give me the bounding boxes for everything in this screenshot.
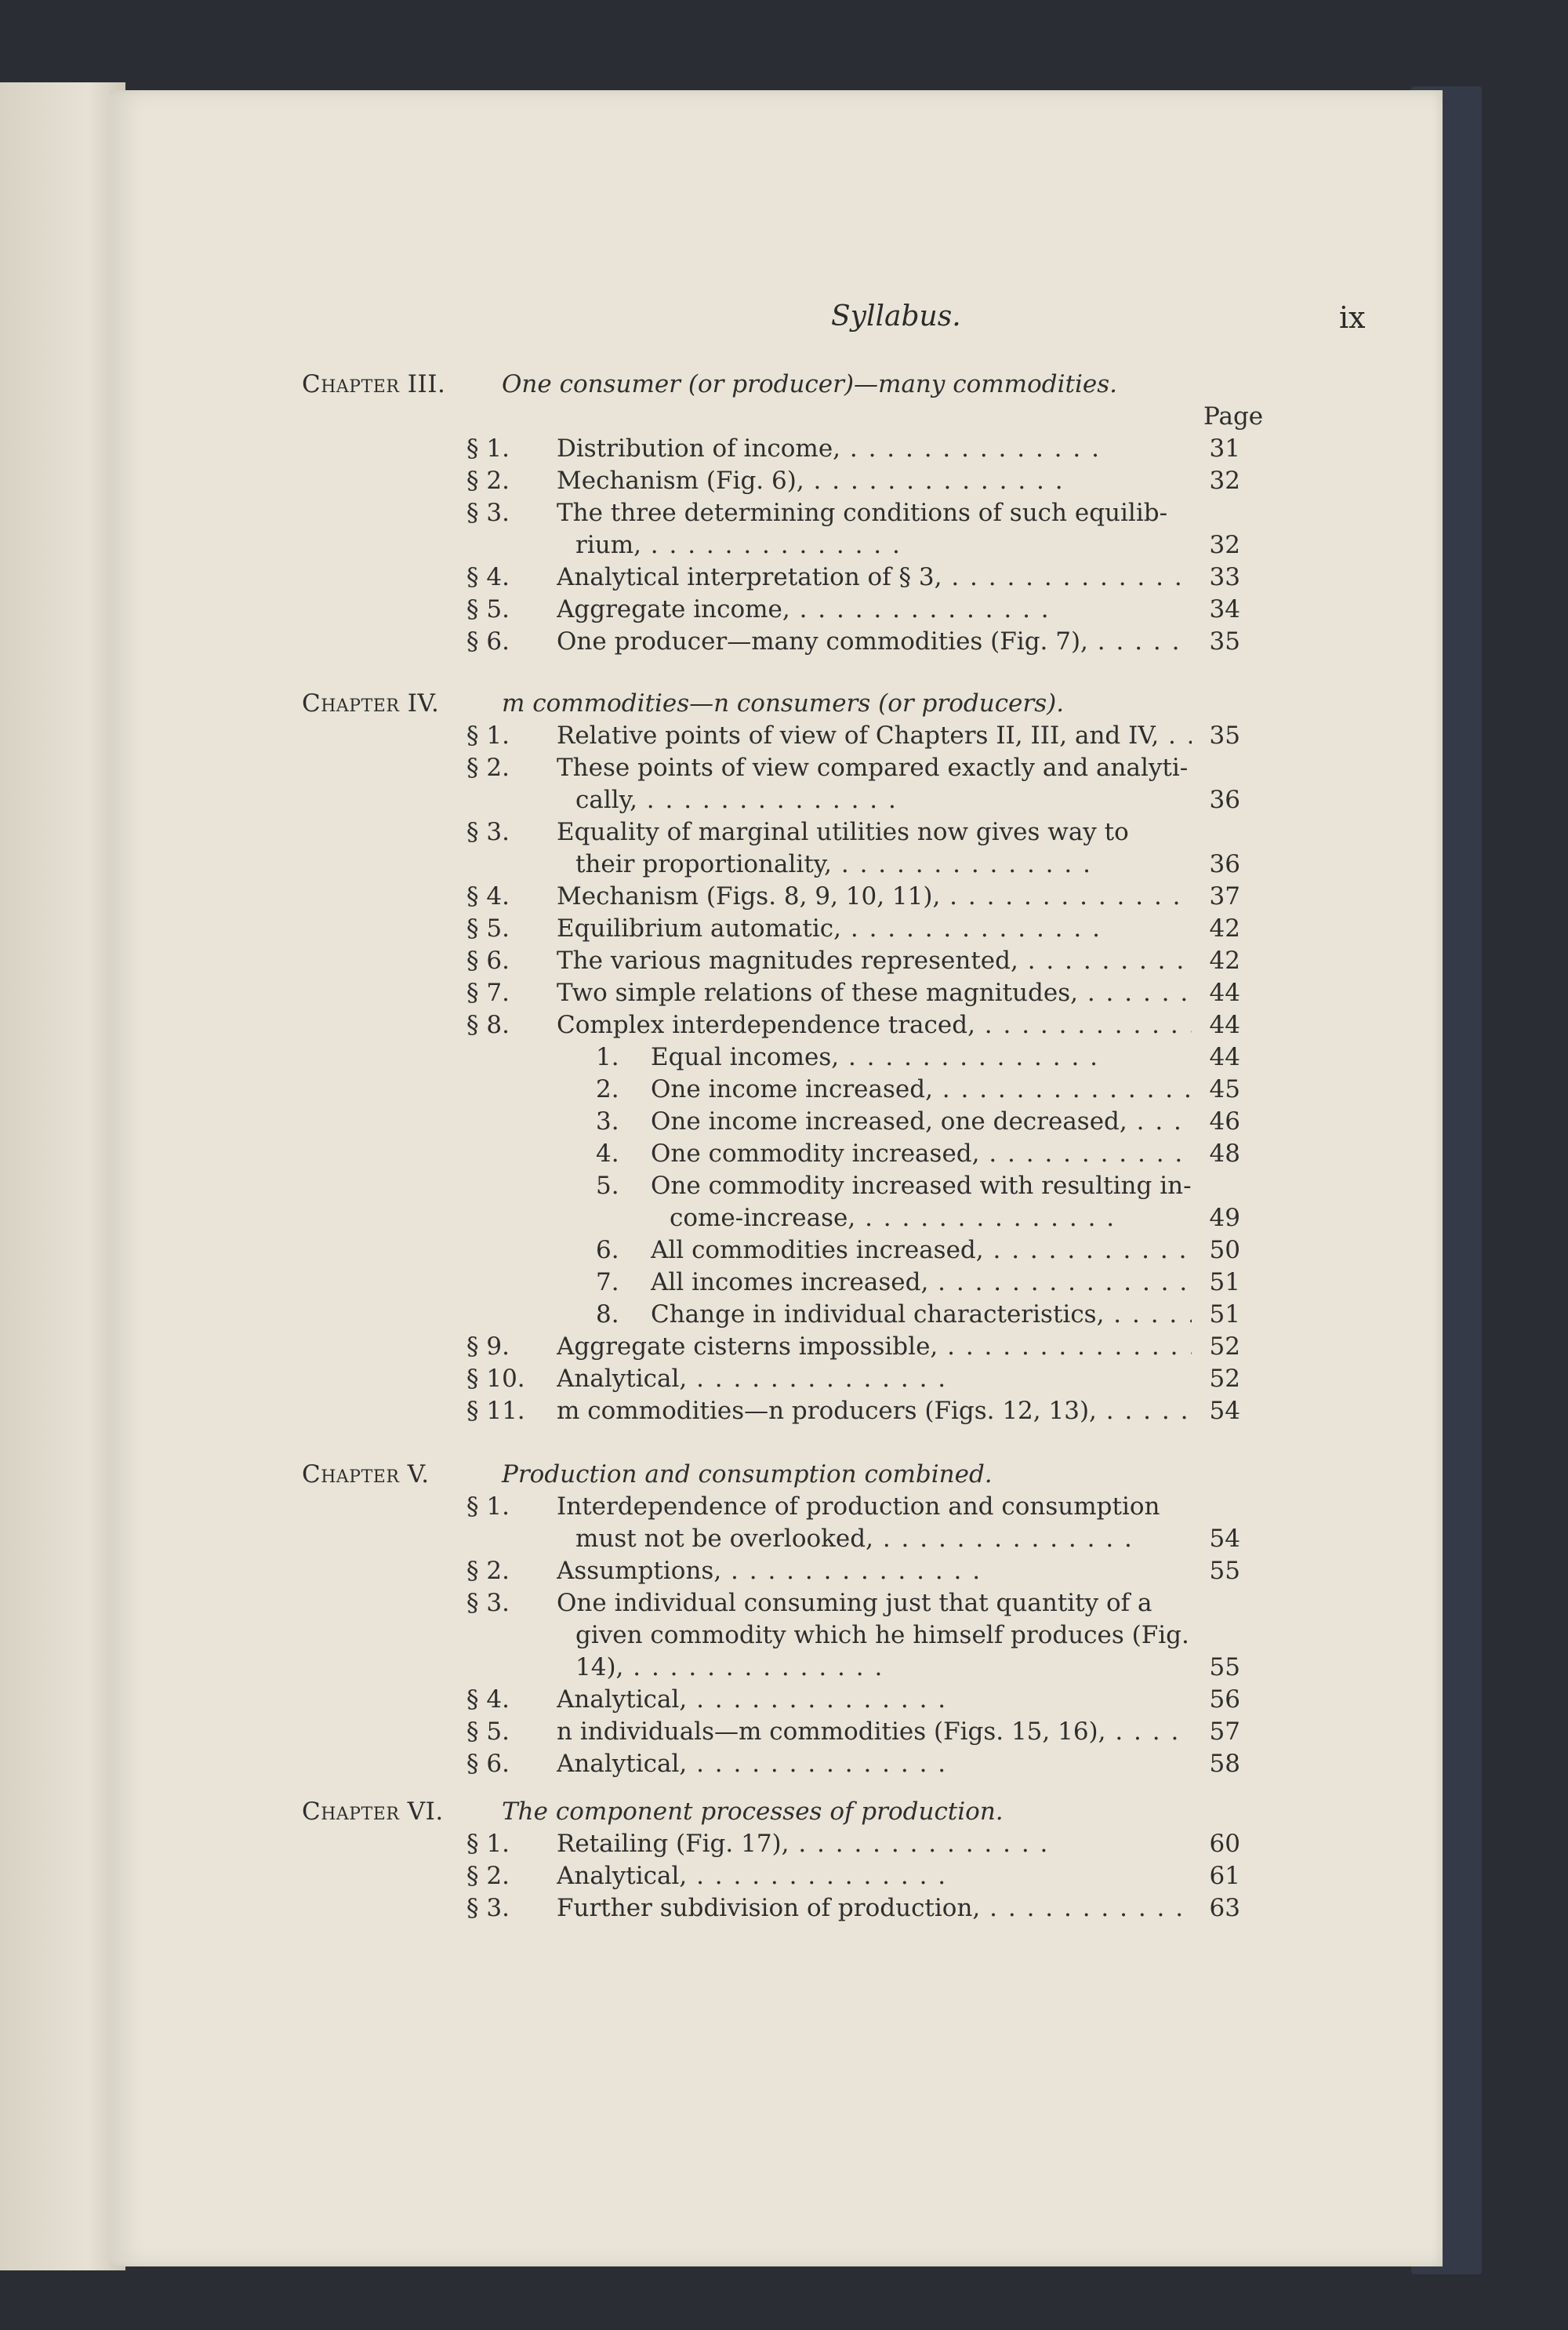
section-number: § 2. — [466, 754, 510, 782]
section-number: § 3. — [466, 1894, 510, 1922]
chapter-6 — [110, 1796, 1443, 1925]
subsection-number: 8. — [596, 1300, 619, 1329]
toc-entry — [110, 1363, 1443, 1395]
entry-text: Interdependence of production and consumption — [557, 1492, 1160, 1521]
toc-entry — [110, 1716, 1443, 1748]
entry-text: their proportionality, . . — [557, 849, 1192, 881]
chapter-title: The component processes of production. — [502, 1797, 1004, 1826]
entry-text: come-increase, . . — [651, 1202, 1192, 1234]
page-ref: 44 — [1209, 1043, 1240, 1071]
page-ref: 51 — [1209, 1300, 1240, 1329]
entry-text: Mechanism (Fig. 6), . . — [557, 465, 1192, 497]
section-number: § 5. — [466, 595, 510, 623]
toc-entry — [110, 1234, 1443, 1267]
page-number: ix — [1339, 300, 1366, 335]
page-ref: 55 — [1209, 1653, 1240, 1681]
page-ref: 35 — [1209, 627, 1240, 656]
page-ref: 61 — [1209, 1862, 1240, 1890]
toc-entry — [110, 1138, 1443, 1170]
toc-entry — [110, 1395, 1443, 1427]
chapter-label: Chapter V. — [302, 1460, 430, 1489]
subsection-number: 1. — [596, 1043, 619, 1071]
section-number: § 5. — [466, 914, 510, 943]
entry-text: Retailing (Fig. 17), . . — [557, 1828, 1192, 1860]
toc-entry — [110, 1748, 1443, 1780]
chapter-5 — [110, 1459, 1443, 1780]
entry-text: One commodity increased, . . — [651, 1138, 1192, 1170]
section-number: § 6. — [466, 947, 510, 975]
page-ref: 60 — [1209, 1830, 1240, 1858]
section-number: § 1. — [466, 1492, 510, 1521]
page-ref: 44 — [1209, 1011, 1240, 1039]
running-head — [110, 300, 1443, 347]
entry-text: Complex interdependence traced, . . — [557, 1009, 1192, 1041]
entry-text: Two simple relations of these magnitudes, . . — [557, 977, 1192, 1009]
page-ref: 33 — [1209, 563, 1240, 591]
section-number: § 8. — [466, 1011, 510, 1039]
subsection-number: 4. — [596, 1140, 619, 1168]
toc-entry — [110, 1331, 1443, 1363]
section-number: § 6. — [466, 627, 510, 656]
page-ref: 45 — [1209, 1075, 1240, 1103]
page-ref: 55 — [1209, 1557, 1240, 1585]
toc-entry — [110, 1009, 1443, 1041]
toc-entry — [110, 816, 1443, 881]
section-number: § 11. — [466, 1397, 525, 1425]
page-ref: 31 — [1209, 434, 1240, 463]
page-ref: 36 — [1209, 850, 1240, 878]
section-number: § 4. — [466, 1685, 510, 1714]
page-ref: 44 — [1209, 979, 1240, 1007]
page-ref: 52 — [1209, 1365, 1240, 1393]
section-number: § 5. — [466, 1718, 510, 1746]
running-title: Syllabus. — [831, 300, 961, 333]
entry-list — [110, 720, 1443, 1427]
entry-text: Change in individual characteristics, . . — [651, 1299, 1192, 1331]
entry-text: rium, . . — [557, 529, 1192, 562]
chapter-title: One consumer (or producer)—many commodities. — [502, 370, 1117, 398]
page-ref: 50 — [1209, 1236, 1240, 1264]
chapter-title: Production and consumption combined. — [502, 1460, 993, 1489]
toc-entry — [110, 594, 1443, 626]
entry-text: Equal incomes, . . — [651, 1041, 1192, 1074]
page-ref: 37 — [1209, 882, 1240, 911]
page-ref: 46 — [1209, 1107, 1240, 1136]
toc-entry — [110, 626, 1443, 658]
entry-text: Analytical, . . — [557, 1748, 1192, 1780]
section-number: § 1. — [466, 434, 510, 463]
section-number: § 9. — [466, 1332, 510, 1361]
section-number: § 1. — [466, 1830, 510, 1858]
entry-text: Analytical, . . — [557, 1684, 1192, 1716]
subsection-number: 7. — [596, 1268, 619, 1296]
page-ref: 54 — [1209, 1397, 1240, 1425]
page-ref: 34 — [1209, 595, 1240, 623]
entry-text: One income increased, one decreased, . . — [651, 1106, 1192, 1138]
entry-text: These points of view compared exactly and analyti- — [557, 754, 1189, 782]
toc-entry — [110, 1170, 1443, 1234]
chapter-3 — [110, 369, 1443, 658]
subsection-number: 2. — [596, 1075, 619, 1103]
page-ref: 32 — [1209, 467, 1240, 495]
toc-entry — [110, 1860, 1443, 1892]
chapter-4 — [110, 688, 1443, 1427]
entry-text: m commodities—n producers (Figs. 12, 13), . . — [557, 1395, 1192, 1427]
page-ref: 52 — [1209, 1332, 1240, 1361]
entry-text: All commodities increased, . . — [651, 1234, 1192, 1267]
chapter-label: Chapter IV. — [302, 689, 440, 718]
entry-text: Aggregate cisterns impossible, . . — [557, 1331, 1192, 1363]
entry-text: Equilibrium automatic, . . — [557, 913, 1192, 945]
entry-text: Relative points of view of Chapters II, III, and IV, . . — [557, 720, 1192, 752]
section-number: § 3. — [466, 499, 510, 527]
page-ref: 63 — [1209, 1894, 1240, 1922]
entry-text: Assumptions, . . — [557, 1555, 1192, 1587]
section-number: § 2. — [466, 1557, 510, 1585]
section-number: § 1. — [466, 722, 510, 750]
subsection-number: 5. — [596, 1172, 619, 1200]
page-ref: 42 — [1209, 947, 1240, 975]
section-number: § 4. — [466, 882, 510, 911]
toc-entry — [110, 881, 1443, 913]
page-ref: 35 — [1209, 722, 1240, 750]
entry-text: Analytical, . . — [557, 1363, 1192, 1395]
page-ref: 57 — [1209, 1718, 1240, 1746]
entry-text: must not be overlooked, . . — [557, 1523, 1192, 1555]
section-number: § 3. — [466, 1589, 510, 1617]
entry-text: given commodity which he himself produces (Fig. — [575, 1621, 1189, 1649]
entry-list — [110, 433, 1443, 658]
toc-entry — [110, 1267, 1443, 1299]
entry-text: Equality of marginal utilities now gives way to — [557, 818, 1129, 846]
entry-text: Analytical, . . — [557, 1860, 1192, 1892]
toc-entry — [110, 562, 1443, 594]
section-number: § 4. — [466, 563, 510, 591]
entry-text: cally, . . — [557, 784, 1192, 816]
page-ref: 51 — [1209, 1268, 1240, 1296]
page-ref: 42 — [1209, 914, 1240, 943]
entry-text: Analytical interpretation of § 3, . . — [557, 562, 1192, 594]
entry-text: Aggregate income, . . — [557, 594, 1192, 626]
page-column-label: Page — [1203, 402, 1264, 431]
entry-text: Mechanism (Figs. 8, 9, 10, 11), . . — [557, 881, 1192, 913]
entry-text: The three determining conditions of such equilib- — [557, 499, 1168, 527]
toc-entry — [110, 1106, 1443, 1138]
toc-entry — [110, 1299, 1443, 1331]
page-ref: 32 — [1209, 531, 1240, 559]
entry-text: n individuals—m commodities (Figs. 15, 16), . . — [557, 1716, 1192, 1748]
toc-entry — [110, 1892, 1443, 1925]
toc-entry — [110, 977, 1443, 1009]
facing-page-edge — [0, 82, 125, 2270]
section-number: § 6. — [466, 1750, 510, 1778]
entry-text: All incomes increased, . . — [651, 1267, 1192, 1299]
entry-text: Distribution of income, . . — [557, 433, 1192, 465]
section-number: § 2. — [466, 1862, 510, 1890]
toc-entry — [110, 1828, 1443, 1860]
toc-entry — [110, 945, 1443, 977]
toc-entry — [110, 497, 1443, 562]
toc-entry — [110, 1684, 1443, 1716]
section-number: § 10. — [466, 1365, 525, 1393]
entry-text: One income increased, . . — [651, 1074, 1192, 1106]
entry-list — [110, 1491, 1443, 1780]
chapter-label: Chapter III. — [302, 370, 446, 398]
page-ref: 58 — [1209, 1750, 1240, 1778]
entry-text: Further subdivision of production, . . — [557, 1892, 1192, 1925]
entry-text: One commodity increased with resulting in- — [651, 1172, 1192, 1200]
entry-list — [110, 1828, 1443, 1925]
toc-entry — [110, 1491, 1443, 1555]
toc-entry — [110, 1041, 1443, 1074]
entry-text: The various magnitudes represented, . . — [557, 945, 1192, 977]
page-ref: 36 — [1209, 786, 1240, 814]
section-number: § 2. — [466, 467, 510, 495]
toc-entry — [110, 1074, 1443, 1106]
toc-entry — [110, 465, 1443, 497]
chapter-title: m commodities—n consumers (or producers). — [502, 689, 1065, 718]
page-ref: 48 — [1209, 1140, 1240, 1168]
page-ref: 54 — [1209, 1525, 1240, 1553]
toc-entry — [110, 720, 1443, 752]
toc-entry — [110, 1555, 1443, 1587]
page-ref: 49 — [1209, 1204, 1240, 1232]
entry-text: One individual consuming just that quantity of a — [557, 1589, 1152, 1617]
entry-text: 14), . . — [557, 1652, 1192, 1684]
book-page — [110, 90, 1443, 2266]
subsection-number: 3. — [596, 1107, 619, 1136]
section-number: § 7. — [466, 979, 510, 1007]
chapter-label: Chapter VI. — [302, 1797, 444, 1826]
entry-text: One producer—many commodities (Fig. 7), . . — [557, 626, 1192, 658]
section-number: § 3. — [466, 818, 510, 846]
page-ref: 56 — [1209, 1685, 1240, 1714]
toc-entry — [110, 433, 1443, 465]
toc-entry — [110, 752, 1443, 816]
toc-entry — [110, 913, 1443, 945]
toc-entry — [110, 1587, 1443, 1684]
subsection-number: 6. — [596, 1236, 619, 1264]
